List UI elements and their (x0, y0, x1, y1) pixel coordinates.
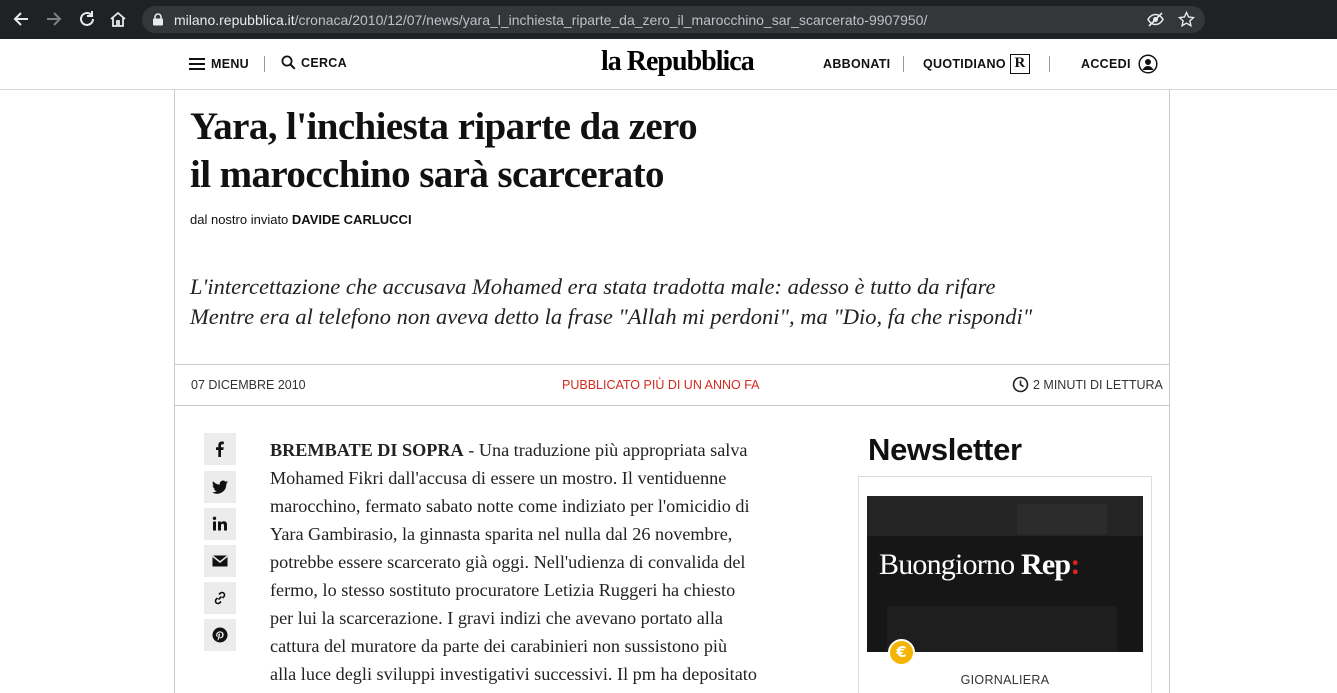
login-button[interactable] (1081, 54, 1158, 74)
body-line: Yara Gambirasio, la ginnasta sparita nel nulla dal 26 novembre, (270, 524, 733, 544)
publish-date: 07 DICEMBRE 2010 (191, 378, 306, 392)
article-body (270, 436, 840, 688)
quotidiano-label: QUOTIDIANO (923, 57, 1006, 71)
article-summary (190, 272, 1150, 332)
published-note: PUBBLICATO PIÙ DI UN ANNO FA (562, 378, 760, 392)
share-twitter-button[interactable] (204, 471, 236, 503)
search-button[interactable] (281, 55, 347, 70)
summary-line: L'intercettazione che accusava Mohamed era stata tradotta male: adesso è tutto da rifare (190, 274, 996, 299)
share-mail-button[interactable] (204, 545, 236, 577)
copy-link-button[interactable] (204, 582, 236, 614)
brand-bold: Rep (1021, 548, 1071, 581)
address-bar[interactable] (142, 6, 1205, 33)
facebook-icon (211, 440, 229, 458)
login-label: ACCEDI (1081, 57, 1131, 71)
body-line-text: - Una traduzione più appropriata salva (463, 440, 748, 460)
url-text[interactable]: milano.repubblica.it/cronaca/2010/12/07/news/yara_l_inchiesta_riparte_da_zero_il_marocchino_sar_scarcerato-9907950/ (174, 12, 928, 28)
author-name[interactable]: DAVIDE CARLUCCI (291, 212, 412, 227)
divider (174, 405, 1170, 406)
share-linkedin-button[interactable] (204, 508, 236, 540)
lock-icon (152, 13, 164, 26)
header-divider (1049, 56, 1050, 72)
eye-off-icon[interactable] (1147, 11, 1164, 28)
site-header (0, 39, 1337, 90)
reading-time-label: 2 MINUTI DI LETTURA (1033, 377, 1163, 392)
r-badge-icon: R (1010, 54, 1030, 74)
body-line: marocchino, fermato sabato notte come indiziato per l'omicidio di (270, 496, 750, 516)
headline-line: il marocchino sarà scarcerato (190, 153, 664, 196)
divider (174, 364, 1170, 365)
pinterest-icon (211, 626, 229, 644)
linkedin-icon (211, 515, 229, 533)
body-line (270, 436, 840, 464)
hamburger-icon (189, 58, 205, 70)
share-facebook-button[interactable] (204, 433, 236, 465)
mail-icon (211, 552, 229, 570)
site-logo[interactable]: la Repubblica (601, 46, 754, 77)
menu-button[interactable] (189, 55, 249, 73)
byline (190, 212, 412, 227)
search-icon (281, 55, 296, 70)
dateline: BREMBATE DI SOPRA (270, 440, 464, 460)
body-line: alla luce degli sviluppi investigativi successivi. Il pm ha depositato (270, 664, 757, 684)
user-icon (1138, 54, 1158, 74)
body-line: per lui la scarcerazione. I gravi indizi che avevano portato alla (270, 608, 723, 628)
header-divider (903, 56, 904, 72)
search-label: CERCA (301, 55, 347, 70)
newsletter-brand (879, 548, 1080, 582)
body-line: cattura del muratore da parte dei carabinieri non sussistono più (270, 636, 728, 656)
euro-badge-icon: € (888, 639, 915, 666)
browser-toolbar (0, 0, 1337, 39)
body-line: fermo, lo stesso sostituto procuratore Letizia Ruggeri ha chiesto (270, 580, 736, 600)
menu-label: MENU (211, 57, 250, 71)
clock-icon (1012, 376, 1029, 393)
back-icon[interactable] (11, 9, 31, 29)
star-icon[interactable] (1178, 11, 1195, 28)
reload-icon[interactable] (77, 9, 97, 29)
body-line: Mohamed Fikri dall'accusa di essere un mostro. Il ventiduenne (270, 468, 727, 488)
forward-icon[interactable] (44, 9, 64, 29)
reading-time (1012, 376, 1163, 393)
body-line: potrebbe essere scarcerato già oggi. Nell'udienza di convalida del (270, 552, 746, 572)
brand-regular: Buongiorno (879, 548, 1022, 581)
quotidiano-link[interactable] (923, 54, 1030, 74)
link-icon (211, 589, 229, 607)
subscribe-link[interactable]: ABBONATI (823, 57, 891, 71)
brand-colon: : (1070, 548, 1080, 581)
share-pinterest-button[interactable] (204, 619, 236, 651)
home-icon[interactable] (108, 9, 128, 29)
headline-line: Yara, l'inchiesta riparte da zero (190, 105, 697, 148)
summary-line: Mentre era al telefono non aveva detto la frase "Allah mi perdoni", ma "Dio, fa che rispondi" (190, 304, 1033, 329)
byline-prefix: dal nostro inviato (190, 212, 292, 227)
header-divider (264, 56, 265, 72)
twitter-icon (211, 478, 229, 496)
article-headline (190, 103, 890, 199)
newsletter-title: Newsletter (868, 432, 1022, 467)
newsletter-frequency: GIORNALIERA (960, 673, 1050, 687)
